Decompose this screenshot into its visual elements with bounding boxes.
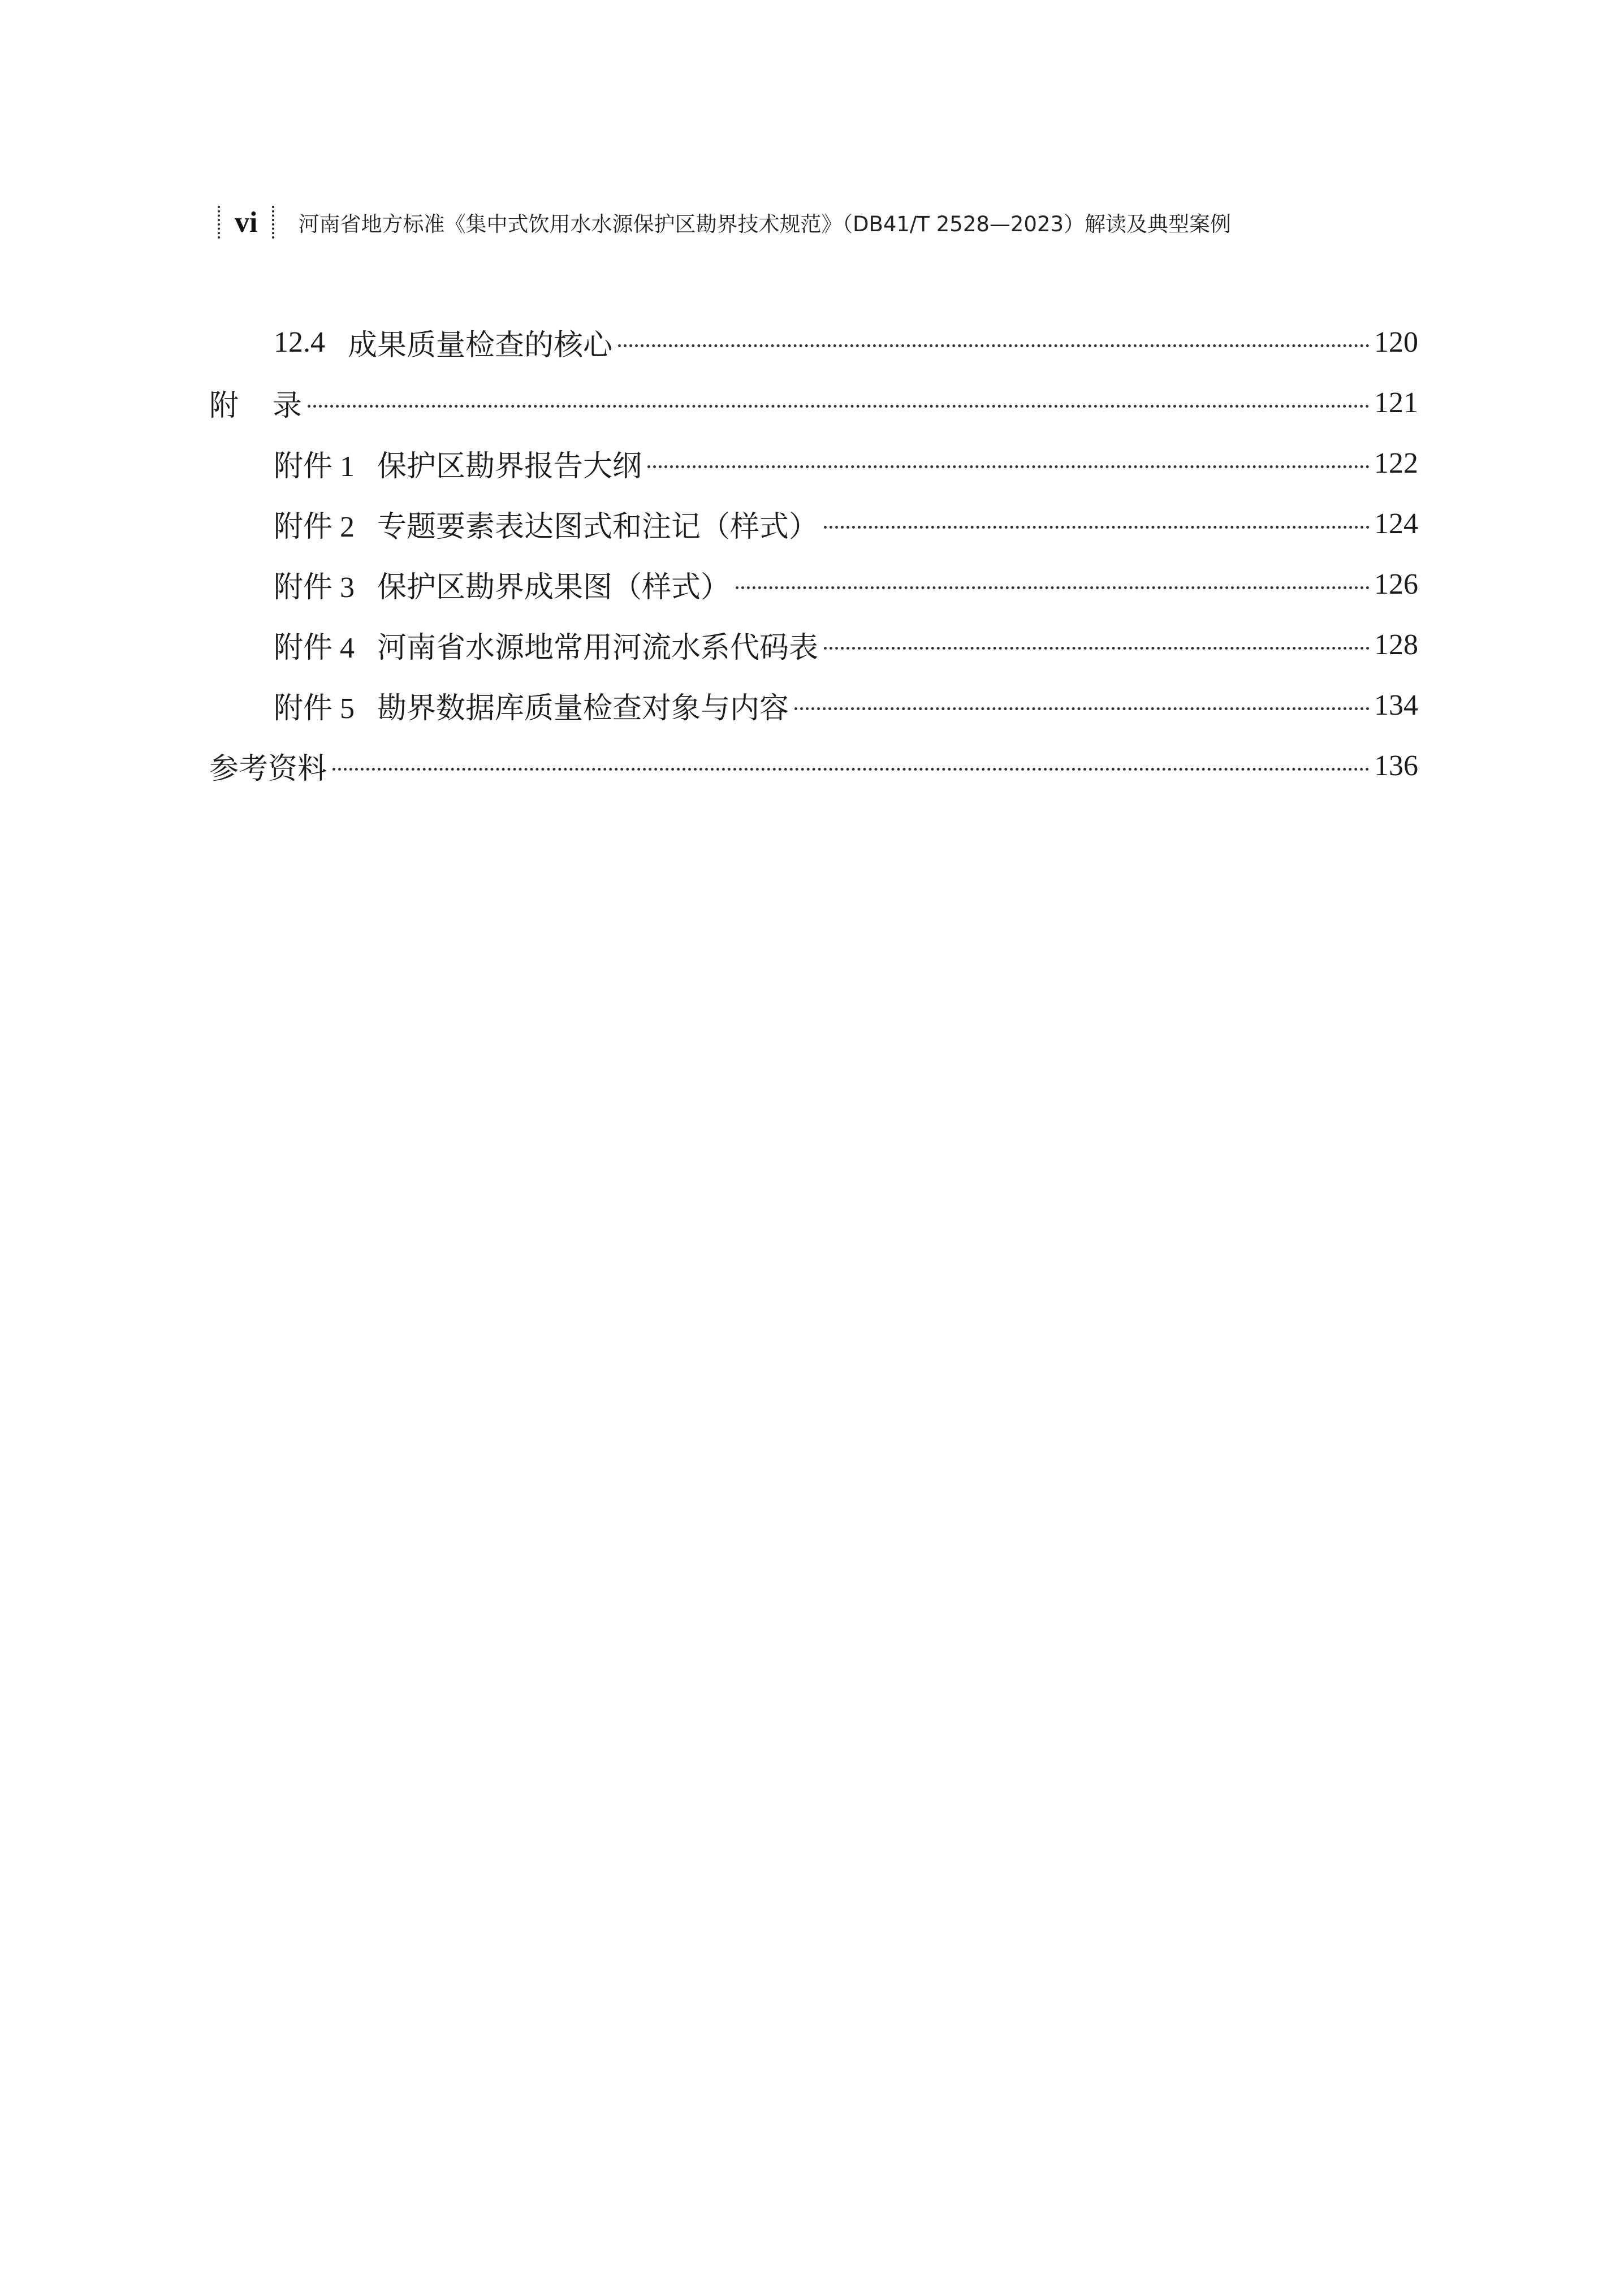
header-separator-right [272,206,274,239]
toc-entry-title: 勘界数据库质量检查对象与内容 [377,691,789,725]
toc-entry[interactable] [209,433,1418,494]
toc-entry-page: 124 [1374,508,1418,540]
header-page-number: vi [235,206,258,239]
toc-entry[interactable] [209,494,1418,554]
toc-entry-title-part: 附 [209,389,239,423]
dot-leader [736,586,1370,589]
header-running-title: 河南省地方标准《集中式饮用水水源保护区勘界技术规范》（DB41/T 2528—2023）解读及典型案例 [298,212,1232,236]
toc-entry[interactable] [209,615,1418,675]
toc-entry-title: 成果质量检查的核心 [348,328,613,362]
toc-entry[interactable] [209,312,1418,373]
dot-leader [824,526,1370,529]
toc-entry-number: 附件 5 [274,693,355,725]
dot-leader [618,344,1370,347]
dot-leader [332,768,1370,771]
toc-entry-page: 120 [1374,326,1418,358]
toc-entry-number: 12.4 [274,326,325,358]
toc-entry[interactable] [209,554,1418,615]
table-of-contents [209,312,1418,796]
toc-entry[interactable] [209,736,1418,796]
dot-leader [308,405,1370,408]
running-header [218,205,1231,240]
toc-entry-page: 128 [1374,629,1418,661]
toc-entry-title-part: 录 [273,389,303,423]
toc-entry-page: 136 [1374,750,1418,782]
dot-leader [824,647,1370,650]
toc-entry-number: 附件 2 [274,511,355,543]
toc-entry-number: 附件 1 [274,451,355,483]
toc-entry-page: 126 [1374,568,1418,600]
header-separator-left [218,206,220,239]
toc-entry-title: 河南省水源地常用河流水系代码表 [377,631,819,665]
dot-leader [647,465,1370,468]
toc-entry-number: 附件 4 [274,632,355,664]
toc-entry-number: 附件 3 [274,572,355,604]
toc-entry-title: 保护区勘界成果图（样式） [377,570,731,604]
toc-entry-page: 134 [1374,689,1418,721]
toc-entry-title: 专题要素表达图式和注记（样式） [377,510,819,544]
dot-leader [794,707,1370,710]
toc-entry[interactable] [209,675,1418,736]
toc-entry-title: 参考资料 [209,752,327,786]
toc-entry-page: 122 [1374,447,1418,479]
toc-entry-title: 保护区勘界报告大纲 [377,449,642,483]
toc-entry[interactable] [209,373,1418,433]
toc-entry-page: 121 [1374,387,1418,419]
